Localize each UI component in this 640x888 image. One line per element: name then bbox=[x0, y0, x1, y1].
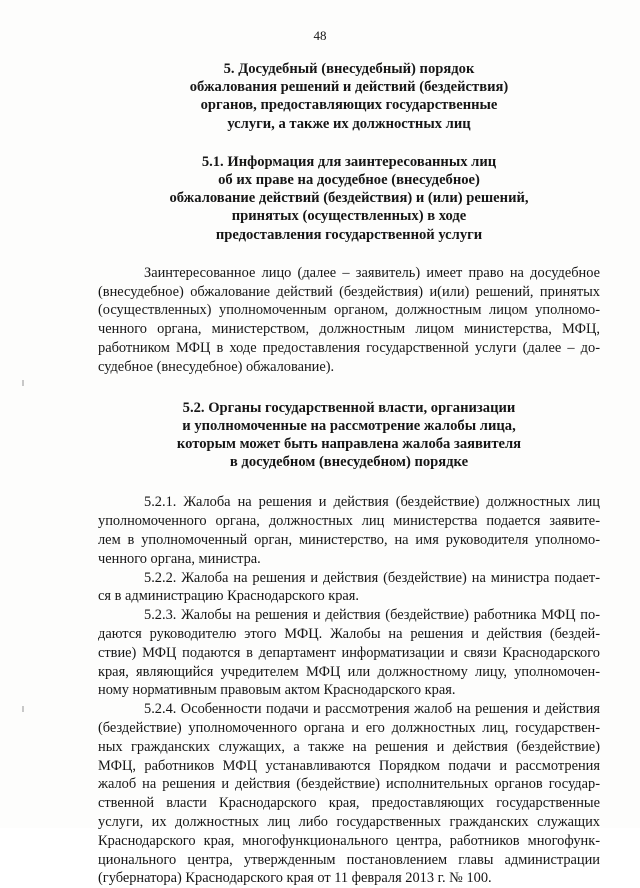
paragraph-line: Краснодарского края, многофункционального центра, работников многофунк- bbox=[98, 832, 600, 849]
paragraph-line: услуги, их должностных лиц либо государственных гражданских служащих bbox=[98, 813, 600, 830]
paragraph-line: (внесудебное) обжалование действий (бездействия) и(или) решений, принятых bbox=[98, 283, 600, 300]
paragraph-line: даются руководителю этого МФЦ. Жалобы на решения и действия (бездей- bbox=[98, 626, 600, 642]
heading-line: которым может быть направлена жалоба заявителя bbox=[176, 436, 522, 453]
section-5-1-heading bbox=[98, 153, 600, 244]
paragraph-5-2-3 bbox=[98, 606, 600, 700]
paragraph-line: ственной власти Краснодарского края, предоставляющих государственные bbox=[98, 795, 600, 812]
heading-line: обжалование действий (бездействия) и (или) решений, bbox=[169, 190, 529, 207]
heading-line: 5.2. Органы государственной власти, организации bbox=[182, 399, 516, 416]
paragraph-line: 5.2.4. Особенности подачи и рассмотрения жалоб на решения и действия bbox=[144, 701, 600, 718]
paragraph-line: лем в уполномоченный орган, министерство, на имя руководителя уполномо- bbox=[98, 532, 600, 549]
heading-line: 5. Досудебный (внесудебный) порядок bbox=[223, 61, 475, 77]
paragraph-line: (бездействие) уполномоченного органа и его должностных лиц, государствен- bbox=[98, 719, 600, 736]
paragraph-5-2-4 bbox=[98, 700, 600, 888]
paragraph-line: ченного органа, министра. bbox=[98, 550, 261, 567]
paragraph-line: Заинтересованное лицо (далее – заявитель) имеет право на досудебное bbox=[144, 264, 600, 281]
paragraph-line: (осуществленных) уполномоченным органом, должностным лицом уполномо- bbox=[98, 302, 600, 319]
paragraph-line: ствие) МФЦ подаются в департамент информатизации и связи Краснодарского bbox=[98, 644, 600, 661]
paragraph-line: края, являющийся учредителем МФЦ или должностному лицу, уполномочен- bbox=[98, 663, 600, 680]
paragraph-line: ся в администрацию Краснодарского края. bbox=[98, 588, 360, 605]
heading-line: предоставления государственной услуги bbox=[215, 226, 483, 243]
paragraph-line: ных гражданских служащих, а также на решения и действия (бездействие) bbox=[98, 738, 600, 755]
document-content bbox=[98, 56, 600, 888]
paragraph-line: 5.2.3. Жалобы на решения и действия (бездействие) работника МФЦ по- bbox=[144, 607, 600, 624]
heading-line: в досудебном (внесудебном) порядке bbox=[229, 454, 469, 471]
paragraph-line: судебное (внесудебное) обжалование). bbox=[98, 358, 335, 375]
paragraph-line: 5.2.2. Жалоба на решения и действия (бездействие) на министра подает- bbox=[144, 569, 600, 586]
heading-line: 5.1. Информация для заинтересованных лиц bbox=[201, 153, 497, 170]
scan-edge-mark bbox=[22, 706, 24, 712]
heading-line: и уполномоченные на рассмотрение жалобы лица, bbox=[182, 417, 516, 434]
section-5-1-paragraph bbox=[98, 264, 600, 377]
scan-edge-mark bbox=[22, 380, 24, 386]
paragraph-line: ному нормативным правовым актом Краснодарского края. bbox=[98, 682, 456, 699]
section-5-2-heading bbox=[98, 399, 600, 472]
paragraph-line: жалоб на решения и действия (бездействие) исполнительных органов государ- bbox=[98, 776, 600, 793]
heading-line: принятых (осуществленных) в ходе bbox=[231, 208, 467, 225]
paragraph-line: работником МФЦ в ходе предоставления государственной услуги (далее – до- bbox=[98, 340, 600, 357]
paragraph-line: ченного органа, министерством, должностным лицом министерства, МФЦ, bbox=[98, 321, 600, 338]
paragraph-line: уполномоченного органа, должностных лиц министерства подается заявите- bbox=[98, 513, 600, 530]
paragraph-line: (губернатора) Краснодарского края от 11 февраля 2013 г. № 100. bbox=[98, 870, 492, 887]
heading-line: услуги, а также их должностных лиц bbox=[227, 115, 471, 132]
section-5-heading bbox=[98, 60, 600, 133]
paragraph-line: МФЦ, работников МФЦ устанавливаются Порядком подачи и рассмотрения bbox=[98, 757, 600, 774]
page-number: 48 bbox=[313, 28, 327, 43]
heading-line: об их праве на досудебное (внесудебное) bbox=[218, 172, 480, 189]
heading-line: обжалования решений и действий (бездействия) bbox=[189, 79, 509, 96]
paragraph-line: ционального центра, утвержденным постановлением главы администрации bbox=[98, 851, 600, 868]
heading-line: органов, предоставляющих государственные bbox=[200, 97, 498, 114]
paragraph-5-2-2 bbox=[98, 569, 600, 607]
paragraph-5-2-1 bbox=[98, 493, 600, 568]
paragraph-line: 5.2.1. Жалоба на решения и действия (бездействие) должностных лиц bbox=[144, 494, 600, 511]
